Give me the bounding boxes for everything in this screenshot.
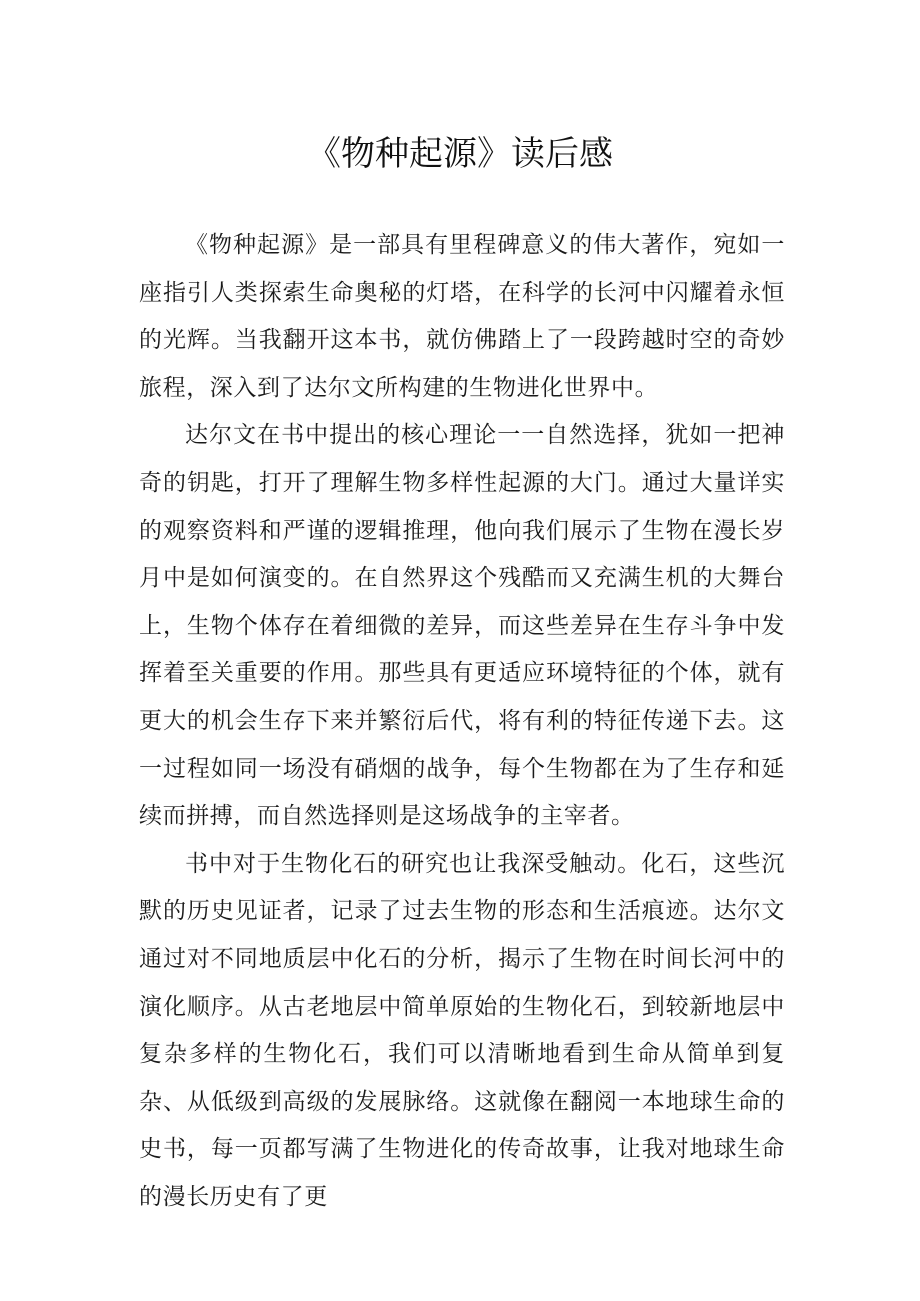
- paragraph-1: 《物种起源》是一部具有里程碑意义的伟大著作，宛如一座指引人类探索生命奥秘的灯塔，在科学的长河中闪耀着永恒的光辉。当我翻开这本书，就仿佛踏上了一段跨越时空的奇妙旅程，深入到了达尔文所构建的生物进化世界中。: [139, 232, 785, 401]
- paragraph-3: 书中对于生物化石的研究也让我深受触动。化石，这些沉默的历史见证者，记录了过去生物的形态和生活痕迹。达尔文通过对不同地质层中化石的分析，揭示了生物在时间长河中的演化顺序。从古老地层中简单原始的生物化石，到较新地层中复杂多样的生物化石，我们可以清晰地看到生命从简单到复杂、从低级到高级的发展脉络。这就像在翻阅一本地球生命的史书，每一页都写满了生物进化的传奇故事，让我对地球生命的漫长历史有了更: [139, 850, 785, 1210]
- document-body: [139, 222, 785, 1221]
- page-title: 《物种起源》读后感: [307, 134, 613, 174]
- paragraph-2: 达尔文在书中提出的核心理论一一自然选择，犹如一把神奇的钥匙，打开了理解生物多样性起源的大门。通过大量详实的观察资料和严谨的逻辑推理，他向我们展示了生物在漫长岁月中是如何演变的。在自然界这个残酷而又充满生机的大舞台上，生物个体存在着细微的差异，而这些差异在生存斗争中发挥着至关重要的作用。那些具有更适应环境特征的个体，就有更大的机会生存下来并繁衍后代，将有利的特征传递下去。这一过程如同一场没有硝烟的战争，每个生物都在为了生存和延续而拼搏，而自然选择则是这场战争的主宰者。: [139, 422, 785, 830]
